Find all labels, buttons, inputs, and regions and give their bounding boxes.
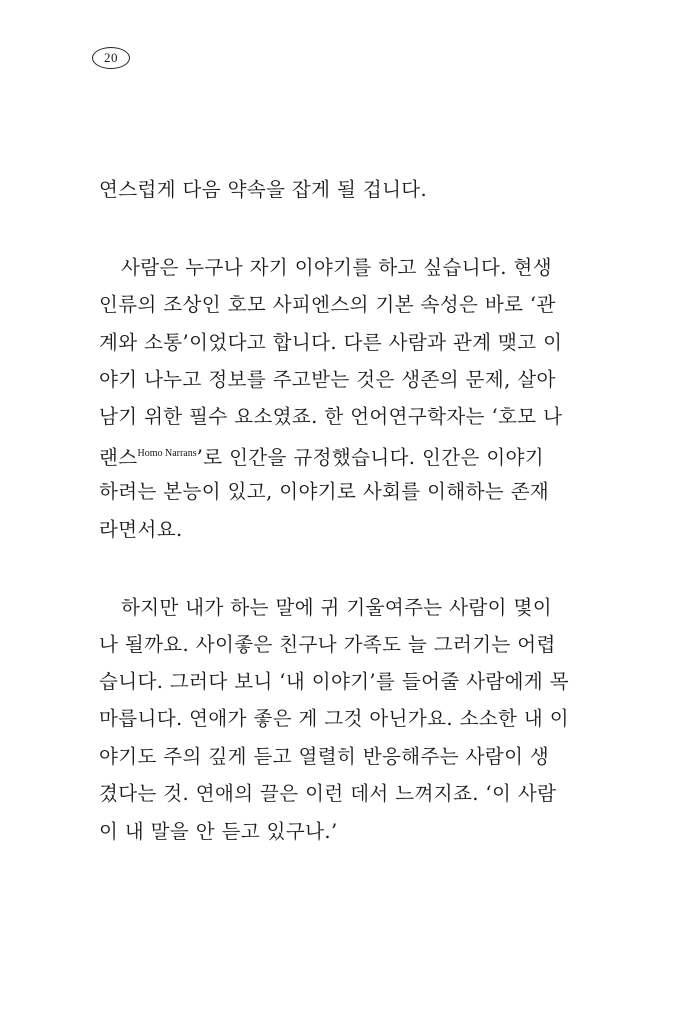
- text-line: 계와 소통’이었다고 합니다. 다른 사람과 관계 맺고 이: [99, 331, 563, 354]
- text-line: 겼다는 것. 연애의 끌은 이런 데서 느껴지죠. ‘이 사람: [99, 782, 557, 805]
- text-line: 나 될까요. 사이좋은 친구나 가족도 늘 그러기는 어렵: [99, 633, 556, 656]
- text-line: 남기 위한 필수 요소였죠. 한 언어연구학자는 ‘호모 나: [99, 405, 563, 428]
- text-line: 사람은 누구나 자기 이야기를 하고 싶습니다. 현생: [121, 256, 552, 279]
- text-line: 연스럽게 다음 약속을 잡게 될 겁니다.: [99, 178, 428, 201]
- page-number: 20: [92, 47, 130, 69]
- text-line: 야기 나누고 정보를 주고받는 것은 생존의 문제, 살아: [99, 368, 556, 391]
- text-line: 이 내 말을 안 듣고 있구나.’: [99, 820, 338, 843]
- text-line: 라면서요.: [99, 518, 183, 541]
- text-line: [99, 442, 547, 470]
- text-line: 야기도 주의 깊게 듣고 열렬히 반응해주는 사람이 생: [99, 745, 550, 768]
- text-line: 인류의 조상인 호모 사피엔스의 기본 속성은 바로 ‘관: [99, 293, 556, 316]
- text-line: 마릅니다. 연애가 좋은 게 그것 아닌가요. 소소한 내 이: [99, 707, 569, 730]
- text-line: 하려는 본능이 있고, 이야기로 사회를 이해하는 존재: [99, 480, 550, 503]
- text-fragment: 랜스: [99, 446, 138, 469]
- text-line: 하지만 내가 하는 말에 귀 기울여주는 사람이 몇이: [121, 596, 552, 619]
- latin-term: Homo Narrans: [137, 448, 197, 459]
- text-fragment: ’로 인간을 규정했습니다. 인간은 이야기: [196, 446, 545, 469]
- text-line: 습니다. 그러다 보니 ‘내 이야기’를 들어줄 사람에게 목: [99, 670, 569, 693]
